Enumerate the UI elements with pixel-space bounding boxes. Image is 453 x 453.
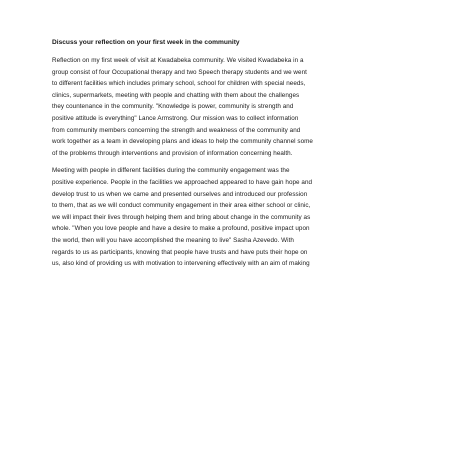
paragraph-line: to different facilities which includes primary school, school for children with special needs, [52,80,306,88]
document-title: Discuss your reflection on your first week in the community [52,39,240,46]
paragraph-line: us, also kind of providing us with motivation to intervening effectively with an aim of making [52,260,310,268]
paragraph-line: develop trust to us when we came and presented ourselves and introduced our profession [52,190,308,198]
paragraph-1 [52,55,406,159]
paragraph-line: positive experience. People in the facilities we approached appeared to have gain hope and [52,178,313,186]
paragraph-line: from community members concerning the strength and weakness of the community and [52,126,301,134]
paragraph-line: they countenance in the community. "Knowledge is power, community is strength and [52,103,294,111]
paragraph-2 [52,165,406,269]
paragraph-line: of the problems through interventions and provision of information concerning health. [52,149,293,157]
paragraph-line: Meeting with people in different facilities during the community engagement was the [52,167,290,175]
paragraph-line: clinics, supermarkets, meeting with people and chatting with them about the challenges [52,91,300,99]
document-content [52,38,406,276]
paragraph-line: we will impact their lives through helping them and bring about change in the community as [52,213,311,221]
paragraph-line: group consist of four Occupational therapy and two Speech therapy students and we went [52,68,307,76]
paragraph-line: work together as a team in developing plans and ideas to help the community channel some [52,138,313,146]
paragraph-line: Reflection on my first week of visit at Kwadabeka community. We visited Kwadabeka in a [52,57,304,64]
paragraph-line: whole. "When you love people and have a desire to make a profound, positive impact upon [52,225,310,233]
paragraph-line: positive attitude is everything" Lance Armstrong. Our mission was to collect information [52,114,299,122]
paragraph-line: regards to us as participants, knowing that people have trusts and have puts their hope on [52,248,308,256]
paragraph-line: the world, then will you have accomplished the meaning to live" Sasha Azevedo. With [52,236,294,244]
paragraph-line: to them, that as we will conduct community engagement in their area either school or clinic, [52,202,311,210]
